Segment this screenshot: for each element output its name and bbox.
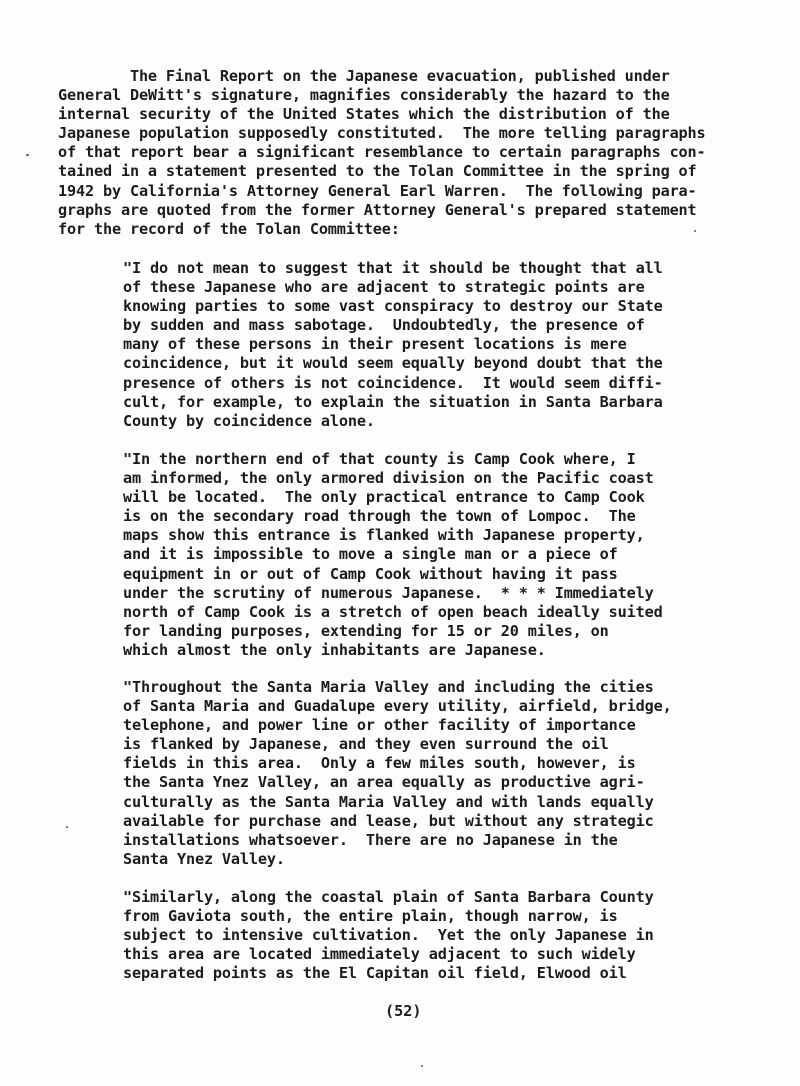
text-line: equipment in or out of Camp Cook without having it pass [123, 564, 618, 583]
text-line: of Santa Maria and Guadalupe every utility, airfield, bridge, [123, 697, 672, 716]
text-line: coincidence, but it would seem equally beyond doubt that the [123, 354, 663, 373]
text-line: telephone, and power line or other facility of importance [123, 716, 636, 735]
text-line: 1942 by California's Attorney General Earl Warren. The following para- [58, 181, 697, 200]
text-line: "I do not mean to suggest that it should be thought that all [123, 259, 663, 277]
text-line: of these Japanese who are adjacent to strategic points are [123, 278, 645, 297]
text-line: this area are located immediately adjacent to such widely [123, 945, 636, 964]
text-line: knowing parties to some vast conspiracy to destroy our State [123, 297, 663, 316]
text-line: will be located. The only practical entrance to Camp Cook [123, 488, 645, 507]
text-line: north of Camp Cook is a stretch of open beach ideally suited [123, 602, 663, 621]
text-line: County by coincidence alone. [123, 411, 375, 430]
text-line: General DeWitt's signature, magnifies considerably the hazard to the [58, 86, 670, 105]
scan-speck [694, 230, 696, 232]
text-line: Japanese population supposedly constituted. The more telling paragraphs [58, 124, 706, 143]
quoted-paragraph-3 [123, 678, 672, 869]
scan-speck [26, 154, 29, 156]
text-line: "Similarly, along the coastal plain of Santa Barbara County [123, 888, 654, 906]
text-line: presence of others is not coincidence. It would seem diffi- [123, 373, 663, 392]
text-line: cult, for example, to explain the situation in Santa Barbara [123, 392, 663, 411]
text-line: available for purchase and lease, but without any strategic [123, 811, 654, 830]
text-line: separated points as the El Capitan oil field, Elwood oil [123, 964, 627, 983]
scan-speck [421, 1065, 423, 1067]
text-line: many of these persons in their present locations is mere [123, 335, 627, 354]
text-line: is on the secondary road through the town of Lompoc. The [123, 507, 636, 526]
quoted-paragraph-1 [123, 259, 663, 431]
text-line: subject to intensive cultivation. Yet the only Japanese in [123, 926, 654, 945]
text-line: and it is impossible to move a single man or a piece of [123, 545, 618, 564]
text-line: of that report bear a significant resemblance to certain paragraphs con- [58, 143, 706, 162]
quoted-paragraph-2 [123, 450, 663, 660]
text-line: is flanked by Japanese, and they even surround the oil [123, 735, 609, 754]
text-line: by sudden and mass sabotage. Undoubtedly, the presence of [123, 316, 645, 335]
text-line: graphs are quoted from the former Attorney General's prepared statement [58, 200, 697, 219]
text-line: Santa Ynez Valley. [123, 849, 285, 868]
text-line: under the scrutiny of numerous Japanese. * * * Immediately [123, 583, 654, 602]
text-line: "In the northern end of that county is Camp Cook where, I [123, 450, 636, 468]
text-line: culturally as the Santa Maria Valley and with lands equally [123, 792, 654, 811]
text-line: the Santa Ynez Valley, an area equally as productive agri- [123, 773, 645, 792]
text-line: for the record of the Tolan Committee: [58, 219, 400, 238]
text-line: am informed, the only armored division on the Pacific coast [123, 469, 654, 488]
text-line: internal security of the United States which the distribution of the [58, 105, 670, 124]
text-line: fields in this area. Only a few miles south, however, is [123, 754, 636, 773]
quoted-paragraph-4 [123, 888, 654, 983]
text-line: from Gaviota south, the entire plain, though narrow, is [123, 907, 618, 926]
text-line: The Final Report on the Japanese evacuation, published under [58, 67, 670, 85]
page-number: (52) [385, 1002, 422, 1020]
scan-speck [66, 826, 68, 828]
text-line: for landing purposes, extending for 15 or 20 miles, on [123, 621, 609, 640]
text-line: installations whatsoever. There are no Japanese in the [123, 830, 618, 849]
text-line: "Throughout the Santa Maria Valley and including the cities [123, 678, 654, 696]
text-line: which almost the only inhabitants are Japanese. [123, 640, 546, 659]
text-line: maps show this entrance is flanked with Japanese property, [123, 526, 645, 545]
intro-paragraph [58, 67, 706, 239]
text-line: tained in a statement presented to the Tolan Committee in the spring of [58, 162, 697, 181]
